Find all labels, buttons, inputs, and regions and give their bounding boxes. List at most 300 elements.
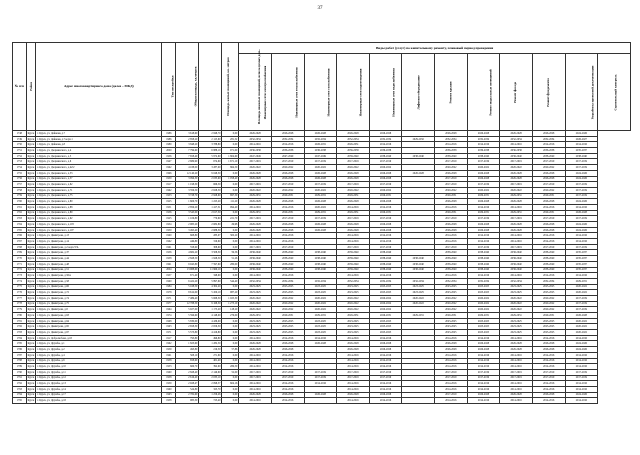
table-cell: 2026-2028 xyxy=(271,176,304,182)
table-cell: 1978 xyxy=(162,290,176,296)
table-cell: 2014-2016 xyxy=(565,358,598,364)
table-cell: 2014-2016 xyxy=(271,358,304,364)
table-cell: 2 828,50 xyxy=(176,256,199,262)
table-cell: Курск xyxy=(27,217,35,221)
table-cell: 2014-2016 xyxy=(532,204,565,210)
table-cell: 2 985,20 xyxy=(176,222,199,228)
table-cell: 1925 xyxy=(162,199,176,205)
table-cell: 2014-2016 xyxy=(565,381,598,387)
table-cell: 2014-2016 xyxy=(369,386,402,392)
table-cell: 2017-2019 xyxy=(500,182,533,188)
table-cell: 2029-2031 xyxy=(369,313,402,319)
table-cell: 2017-2019 xyxy=(565,307,598,313)
table-cell: 13 988,60 xyxy=(176,267,199,273)
table-cell: 2035-2037 xyxy=(565,256,598,262)
table-cell: 2014-2016 xyxy=(435,352,468,358)
table-cell: 2026-2028 xyxy=(337,222,370,228)
table-cell: Курск xyxy=(27,188,35,192)
table-cell: 2038-2040 xyxy=(435,153,468,159)
table-cell: 2038-2040 xyxy=(239,256,272,262)
table-cell: 2014-2016 xyxy=(467,142,500,148)
table-cell: 2038-2040 xyxy=(565,153,598,159)
table-cell: 2026-2028 xyxy=(304,176,337,182)
table-cell: 2 035,90 xyxy=(199,176,222,182)
table-cell: 2020-2022 xyxy=(532,301,565,307)
table-cell: 0,00 xyxy=(222,131,239,137)
table-cell: 2 125,60 xyxy=(199,136,222,142)
table-cell: 1 225,20 xyxy=(199,199,222,205)
table-cell: 1 928,50 xyxy=(199,256,222,262)
table-cell: 1957 xyxy=(162,273,176,279)
table-cell: Курск xyxy=(27,148,35,152)
table-cell: 6 888,10 xyxy=(199,148,222,154)
table-cell: 1951 xyxy=(162,204,176,210)
table-cell: 2017-2019 xyxy=(467,369,500,375)
table-cell: 2017-2019 xyxy=(369,182,402,188)
table-cell: 2026-2028 xyxy=(500,131,533,137)
table-cell: 271,60 xyxy=(199,352,222,358)
table-cell: 2 656,30 xyxy=(199,324,222,330)
table-cell: г. Курск, ул. Димитрова, д.97 xyxy=(36,330,162,336)
table-cell: г. Курск, ул. Дружбы, д.1 xyxy=(36,341,162,347)
table-cell: 2026-2028 xyxy=(532,170,565,176)
table-cell: 2032-2034 xyxy=(337,136,370,142)
table-cell: 987,20 xyxy=(222,290,239,296)
table-cell: 1795 xyxy=(13,398,27,404)
table-cell: г. Курск, ул. Димитрова, д.93 xyxy=(36,313,162,319)
table-cell: 2038-2040 xyxy=(337,261,370,267)
table-cell: 2017-2019 xyxy=(565,295,598,301)
table-cell: 2032-2034 xyxy=(500,136,533,142)
table-cell: 2020-2022 xyxy=(532,307,565,313)
table-cell: 2014-2016 xyxy=(369,352,402,358)
table-cell: 2023-2025 xyxy=(435,330,468,336)
table-cell: 7 489,40 xyxy=(176,295,199,301)
table-cell: 2029-2031 xyxy=(435,313,468,319)
table-cell: 1794 xyxy=(13,392,27,398)
table-cell: 1959 xyxy=(162,381,176,387)
table-cell: 2026-2027 xyxy=(565,136,598,142)
table-cell: 2026-2028 xyxy=(500,347,533,353)
table-cell: 2023-2025 xyxy=(369,318,402,324)
table-cell: 2020-2022 xyxy=(304,165,337,171)
table-cell: 5 168,50 xyxy=(176,284,199,290)
table-cell: 0,00 xyxy=(222,244,239,250)
table-cell: 1959 xyxy=(162,347,176,353)
table-cell: 2023-2025 xyxy=(271,330,304,336)
table-cell: 2035-2037 xyxy=(565,267,598,273)
table-cell: 1986 xyxy=(162,131,176,137)
table-cell: 2017-2019 xyxy=(435,375,468,381)
table-cell: 2023-2025 xyxy=(239,324,272,330)
table-cell: 449,80 xyxy=(176,239,199,245)
table-cell: 2017-2019 xyxy=(304,216,337,222)
table-cell: 2029-2031 xyxy=(435,210,468,216)
table-cell: 2014-2016 xyxy=(532,142,565,148)
table-cell: 2014-2016 xyxy=(337,364,370,370)
table-cell: Курск xyxy=(27,291,35,295)
table-cell: 2014-2016 xyxy=(239,352,272,358)
table-cell: 2020-2022 xyxy=(239,295,272,301)
table-cell: 2017-2019 xyxy=(271,244,304,250)
table-cell: г. Курск, ул. Дзержинского, д.53 xyxy=(36,170,162,176)
table-cell: 2 689,90 xyxy=(176,159,199,165)
table-cell: 2024-2026 xyxy=(565,341,598,347)
table-cell: 2014-2016 xyxy=(565,364,598,370)
table-cell: 2023-2025 xyxy=(369,330,402,336)
table-cell: 2038-2040 xyxy=(271,250,304,256)
table-cell: 1761 xyxy=(13,204,27,210)
table-cell: г. Курск, ул. Дружбы, д.14 xyxy=(36,386,162,392)
table-cell: 2023-2025 xyxy=(532,324,565,330)
table-cell: Курск xyxy=(27,342,35,346)
table-cell: 2014-2016 xyxy=(369,335,402,341)
table-cell: 1757 xyxy=(13,182,27,188)
header-services-area: Площадь нежилых помещений, используемых для... xyxy=(222,43,239,131)
table-cell: 5 450,10 xyxy=(199,290,222,296)
table-cell: 1 018,30 xyxy=(176,182,199,188)
table-cell: 276,00 xyxy=(222,313,239,319)
table-cell: Курск xyxy=(27,308,35,312)
table-cell: 2 848,70 xyxy=(199,131,222,137)
table-cell: 4 302,20 xyxy=(199,284,222,290)
table-cell: 2026-2028 xyxy=(369,347,402,353)
table-cell: 2014-2016 xyxy=(500,233,533,239)
table-cell: г. Курск, ул. Дзержинского, д.80 xyxy=(36,199,162,205)
table-cell: 2020-2022 xyxy=(402,295,435,301)
table-cell: 2017-2019 xyxy=(500,244,533,250)
table-cell: 2017-2019 xyxy=(239,369,272,375)
table-cell: 2026-2028 xyxy=(565,210,598,216)
table-cell: 1961 xyxy=(162,244,176,250)
table-cell: 2 682,80 xyxy=(199,222,222,228)
table-cell: 2020-2022 xyxy=(500,301,533,307)
table-cell: 2024-2026 xyxy=(565,347,598,353)
table-cell: 1789 xyxy=(13,364,27,370)
table-cell: 2014-2016 xyxy=(271,273,304,279)
table-cell: 2029-2031 xyxy=(369,193,402,199)
table-cell: 1773 xyxy=(13,273,27,279)
table-cell: 6 422,20 xyxy=(176,278,199,284)
table-cell: Курск xyxy=(27,285,35,289)
table-cell: 2017-2019 xyxy=(565,301,598,307)
table-cell: 2026-2028 xyxy=(271,199,304,205)
table-cell: 280,00 xyxy=(222,261,239,267)
table-cell: 2017-2019 xyxy=(565,375,598,381)
table-cell: 4 436,00 xyxy=(199,318,222,324)
table-cell: 2014-2016 xyxy=(369,233,402,239)
table-cell: 2047-2049 xyxy=(271,153,304,159)
table-cell xyxy=(304,398,337,404)
table-cell: 2026-2028 xyxy=(500,222,533,228)
table-cell: 2038-2040 xyxy=(304,261,337,267)
table-cell: 2038-2040 xyxy=(467,250,500,256)
table-cell: 2017-2019 xyxy=(304,159,337,165)
table-cell: 2023-2025 xyxy=(369,290,402,296)
table-cell: 2047-2049 xyxy=(239,153,272,159)
table-cell: 2029-2031 xyxy=(239,313,272,319)
table-cell: 1 273,10 xyxy=(222,301,239,307)
table-cell: 0,00 xyxy=(222,187,239,193)
table-cell: 2017-2019 xyxy=(467,182,500,188)
table-cell: 2017-2019 xyxy=(239,182,272,188)
table-cell: 2029-2031 xyxy=(467,210,500,216)
table-cell: г. Курск, ул. Димитрова, д.48 xyxy=(36,261,162,267)
table-cell: Курск xyxy=(27,313,35,317)
table-cell: Курск xyxy=(27,183,35,187)
table-cell: г. Курск, ул. Дружбы, д.10 xyxy=(36,364,162,370)
table-cell: 2017-2019 xyxy=(500,375,533,381)
table-cell: 2026-2028 xyxy=(500,392,533,398)
table-cell: 1758 xyxy=(13,187,27,193)
table-cell: 2020-2022 xyxy=(532,187,565,193)
table-cell: 2017-2019 xyxy=(435,216,468,222)
table-cell: 2029-2031 xyxy=(337,193,370,199)
table-cell: 2026-2028 xyxy=(369,341,402,347)
table-cell: 2014-2016 xyxy=(271,364,304,370)
table-cell: 1962 xyxy=(162,165,176,171)
table-cell: 2026-2028 xyxy=(239,176,272,182)
table-cell: г. Курск, ул. Димитрова, д.74 xyxy=(36,295,162,301)
table-cell: Курск xyxy=(27,336,35,340)
table-cell: 2023-2025 xyxy=(304,330,337,336)
table-cell: Курск xyxy=(27,239,35,243)
table-cell: 2023-2025 xyxy=(500,318,533,324)
table-cell: 2020-2022 xyxy=(467,301,500,307)
table-cell: 793,80 xyxy=(176,335,199,341)
table-cell: г. Курск, ул. Дзержинского, д.89 xyxy=(36,210,162,216)
table-cell: 2020-2022 xyxy=(467,295,500,301)
table-cell: 2026-2028 xyxy=(271,131,304,137)
table-cell: г. Курск, ул. Дейнеки, д.7 корп.1 xyxy=(36,136,162,142)
table-cell: 5 596,60 xyxy=(176,313,199,319)
table-cell: 2014-2016 xyxy=(565,142,598,148)
table-cell: 2023-2025 xyxy=(435,290,468,296)
table-cell: 1925 xyxy=(162,216,176,222)
table-cell: 666,70 xyxy=(176,364,199,370)
table-cell: 2017-2019 xyxy=(271,182,304,188)
table-cell: 1971 xyxy=(162,330,176,336)
table-cell: 0,00 xyxy=(222,324,239,330)
table-cell: 2014-2016 xyxy=(271,239,304,245)
table-cell: 2017-2019 xyxy=(500,369,533,375)
table-cell: Курск xyxy=(27,177,35,181)
table-cell: 2038-2040 xyxy=(337,250,370,256)
table-cell: 2017-2019 xyxy=(369,244,402,250)
table-cell: 4 148,00 xyxy=(199,313,222,319)
table-cell: 2014-2016 xyxy=(435,233,468,239)
table-cell: 1977 xyxy=(162,301,176,307)
table-cell: г. Курск, ул. Дружбы, д.6 xyxy=(36,358,162,364)
table-cell: 2014-2016 xyxy=(500,204,533,210)
table-cell: 1968 xyxy=(162,318,176,324)
table-cell: 1779 xyxy=(13,307,27,313)
table-cell: 2026-2028 xyxy=(467,392,500,398)
table-cell: Курск xyxy=(27,251,35,255)
table-cell: 2026-2028 xyxy=(565,313,598,319)
table-cell: 2038-2040 xyxy=(435,261,468,267)
table-cell: 2023-2025 xyxy=(369,284,402,290)
table-cell: 1971 xyxy=(162,295,176,301)
table-cell: 2026-2031 xyxy=(304,142,337,148)
table-cell: 2020-2022 xyxy=(369,307,402,313)
table-cell: 493,80 xyxy=(176,347,199,353)
table-cell: 1785 xyxy=(13,341,27,347)
table-cell: 283,07 xyxy=(199,233,222,239)
table-cell: 348,90 xyxy=(199,273,222,279)
table-cell: 2023-2025 xyxy=(402,290,435,296)
table-cell: 2029-2031 xyxy=(532,313,565,319)
table-cell: 2036-2038 xyxy=(467,148,500,154)
table-cell: 2024-2026 xyxy=(565,392,598,398)
table-cell: 2026-2028 xyxy=(304,222,337,228)
table-cell: 2017-2019 xyxy=(239,375,272,381)
table-cell: 2 617,50 xyxy=(199,210,222,216)
table-cell: г. Курск, ул. Дружбы, д.4 xyxy=(36,352,162,358)
table-cell: 2014-2016 xyxy=(500,364,533,370)
table-cell: 2014-2016 xyxy=(271,142,304,148)
table-cell: 2038-2040 xyxy=(239,250,272,256)
table-cell: 2023-2025 xyxy=(271,318,304,324)
table-cell: 2024-2026 xyxy=(565,176,598,182)
table-cell: Курск xyxy=(27,205,35,209)
table-cell: 2014-2016 xyxy=(304,381,337,387)
table-cell: 2014-2016 xyxy=(239,239,272,245)
table-cell: 2014-2016 xyxy=(435,273,468,279)
table-cell: 2020-2022 xyxy=(369,187,402,193)
table-cell: 2020-2022 xyxy=(500,307,533,313)
table-cell: 1961 xyxy=(162,352,176,358)
header-work-foundation: Ремонт фундамента xyxy=(532,54,565,131)
table-cell: г. Курск, ул. Дружбы, д.18 xyxy=(36,398,162,404)
table-cell: Курск xyxy=(27,262,35,266)
table-cell: 2017-2019 xyxy=(532,244,565,250)
table-cell: 2032-2034 xyxy=(271,136,304,142)
header-work-gas: Инженерные сети газоснабжения xyxy=(304,54,337,131)
header-work-water: Инженерные сети водоснабжения xyxy=(369,54,402,131)
table-cell: 2017-2019 xyxy=(337,375,370,381)
header-total-area: Общая площадь, кв.метров xyxy=(176,43,199,131)
table-cell: 2020-2022 xyxy=(435,301,468,307)
table-cell: г. Курск, ул. Дружбы, д.17 xyxy=(36,392,162,398)
table-cell: 1956 xyxy=(162,250,176,256)
table-cell: 2036-2038 xyxy=(532,148,565,154)
table-cell: 2014-2016 xyxy=(337,358,370,364)
table-cell: 1777 xyxy=(13,295,27,301)
table-cell: 1 058,40 xyxy=(222,176,239,182)
table-cell: 2026-2031 xyxy=(337,142,370,148)
table-cell: 2023-2025 xyxy=(532,330,565,336)
table-cell: 2026-2028 xyxy=(337,392,370,398)
table-cell: 2026-2028 xyxy=(271,222,304,228)
table-cell: 1964 xyxy=(162,307,176,313)
table-cell: 2020-2022 xyxy=(402,301,435,307)
table-cell: 2017-2019 xyxy=(500,216,533,222)
table-cell: 2020-2022 xyxy=(369,301,402,307)
table-cell: Курск xyxy=(27,165,35,169)
table-cell: 2014-2016 xyxy=(565,273,598,279)
table-cell: 2038-2040 xyxy=(500,256,533,262)
table-cell: 1772 xyxy=(13,267,27,273)
table-cell: 2026-2028 xyxy=(369,392,402,398)
table-cell: 2014-2016 xyxy=(467,364,500,370)
table-cell: 2023-2025 xyxy=(500,324,533,330)
table-cell: 2026-2028 xyxy=(271,170,304,176)
table-cell: 2026-2028 xyxy=(304,199,337,205)
table-cell: 2 782,60 xyxy=(176,392,199,398)
table-cell: 2026-2028 xyxy=(467,341,500,347)
table-cell: 2017-2019 xyxy=(435,369,468,375)
table-cell: 2017-2019 xyxy=(271,159,304,165)
table-cell: 51,26 xyxy=(222,256,239,262)
table-cell: 2026-2028 xyxy=(369,222,402,228)
table-cell: 1793 xyxy=(13,386,27,392)
table-cell: 2020-2022 xyxy=(500,187,533,193)
table-cell: 1960 xyxy=(162,369,176,375)
table-cell: 2014-2016 xyxy=(500,142,533,148)
table-cell: 1986 xyxy=(162,136,176,142)
table-cell: 2014-2016 xyxy=(239,381,272,387)
table-cell: 2014-2016 xyxy=(271,233,304,239)
table-cell: 2014-2016 xyxy=(532,386,565,392)
table-cell: 2029-2032 xyxy=(402,136,435,142)
table-cell: 2014-2016 xyxy=(532,352,565,358)
table-cell: 2029-2031 xyxy=(500,210,533,216)
table-cell: 2017-2019 xyxy=(565,165,598,171)
table-cell: 1 025,30 xyxy=(222,295,239,301)
table-cell: 1996 xyxy=(162,170,176,176)
table-cell: 0,00 xyxy=(222,335,239,341)
table-cell: 11 960,10 xyxy=(199,267,222,273)
table-cell: г. Курск, ул. Дружбы, д.11 xyxy=(36,369,162,375)
table-cell: 2038-2040 xyxy=(271,261,304,267)
table-cell: 668,80 xyxy=(176,233,199,239)
table-cell: 2029-2031 xyxy=(435,193,468,199)
table-cell: 2023-2025 xyxy=(239,284,272,290)
table-cell: 2017-2019 xyxy=(337,159,370,165)
table-cell: г. Курск, ул. Димитрова, д.8 xyxy=(36,307,162,313)
table-cell: 323,70 xyxy=(199,386,222,392)
table-cell: 2017-2019 xyxy=(565,193,598,199)
table-cell: 0,00 xyxy=(222,182,239,188)
table-cell: 1756 xyxy=(13,176,27,182)
table-cell: 2026-2028 xyxy=(304,341,337,347)
table-cell: 1 282,50 xyxy=(199,341,222,347)
table-cell: 1960 xyxy=(162,278,176,284)
table-cell: 1748 xyxy=(13,131,27,137)
table-cell: 2024-2026 xyxy=(565,227,598,233)
table-cell: 2038-2040 xyxy=(369,261,402,267)
table-cell: 2017-2019 xyxy=(369,159,402,165)
table-cell: 2026-2028 xyxy=(435,131,468,137)
table-cell: 2029-2031 xyxy=(337,313,370,319)
table-cell: 2014-2016 xyxy=(435,142,468,148)
table-cell: 2017-2019 xyxy=(500,159,533,165)
table-cell: 2014-2016 xyxy=(467,239,500,245)
table-cell: 2026-2028 xyxy=(435,347,468,353)
table-cell: 2032-2034 xyxy=(304,278,337,284)
table-cell: 2038-2040 xyxy=(304,267,337,273)
table-cell: 2014-2016 xyxy=(239,364,272,370)
table-cell: 2026-2028 xyxy=(337,199,370,205)
table-cell: 1762 xyxy=(13,210,27,216)
table-cell: 1917 xyxy=(162,335,176,341)
table-cell: 0,00 xyxy=(222,352,239,358)
table-cell: 1974 xyxy=(162,313,176,319)
table-cell: 2014-2016 xyxy=(500,398,533,404)
table-cell: Курск xyxy=(27,200,35,204)
table-cell: 2036-2038 xyxy=(337,148,370,154)
